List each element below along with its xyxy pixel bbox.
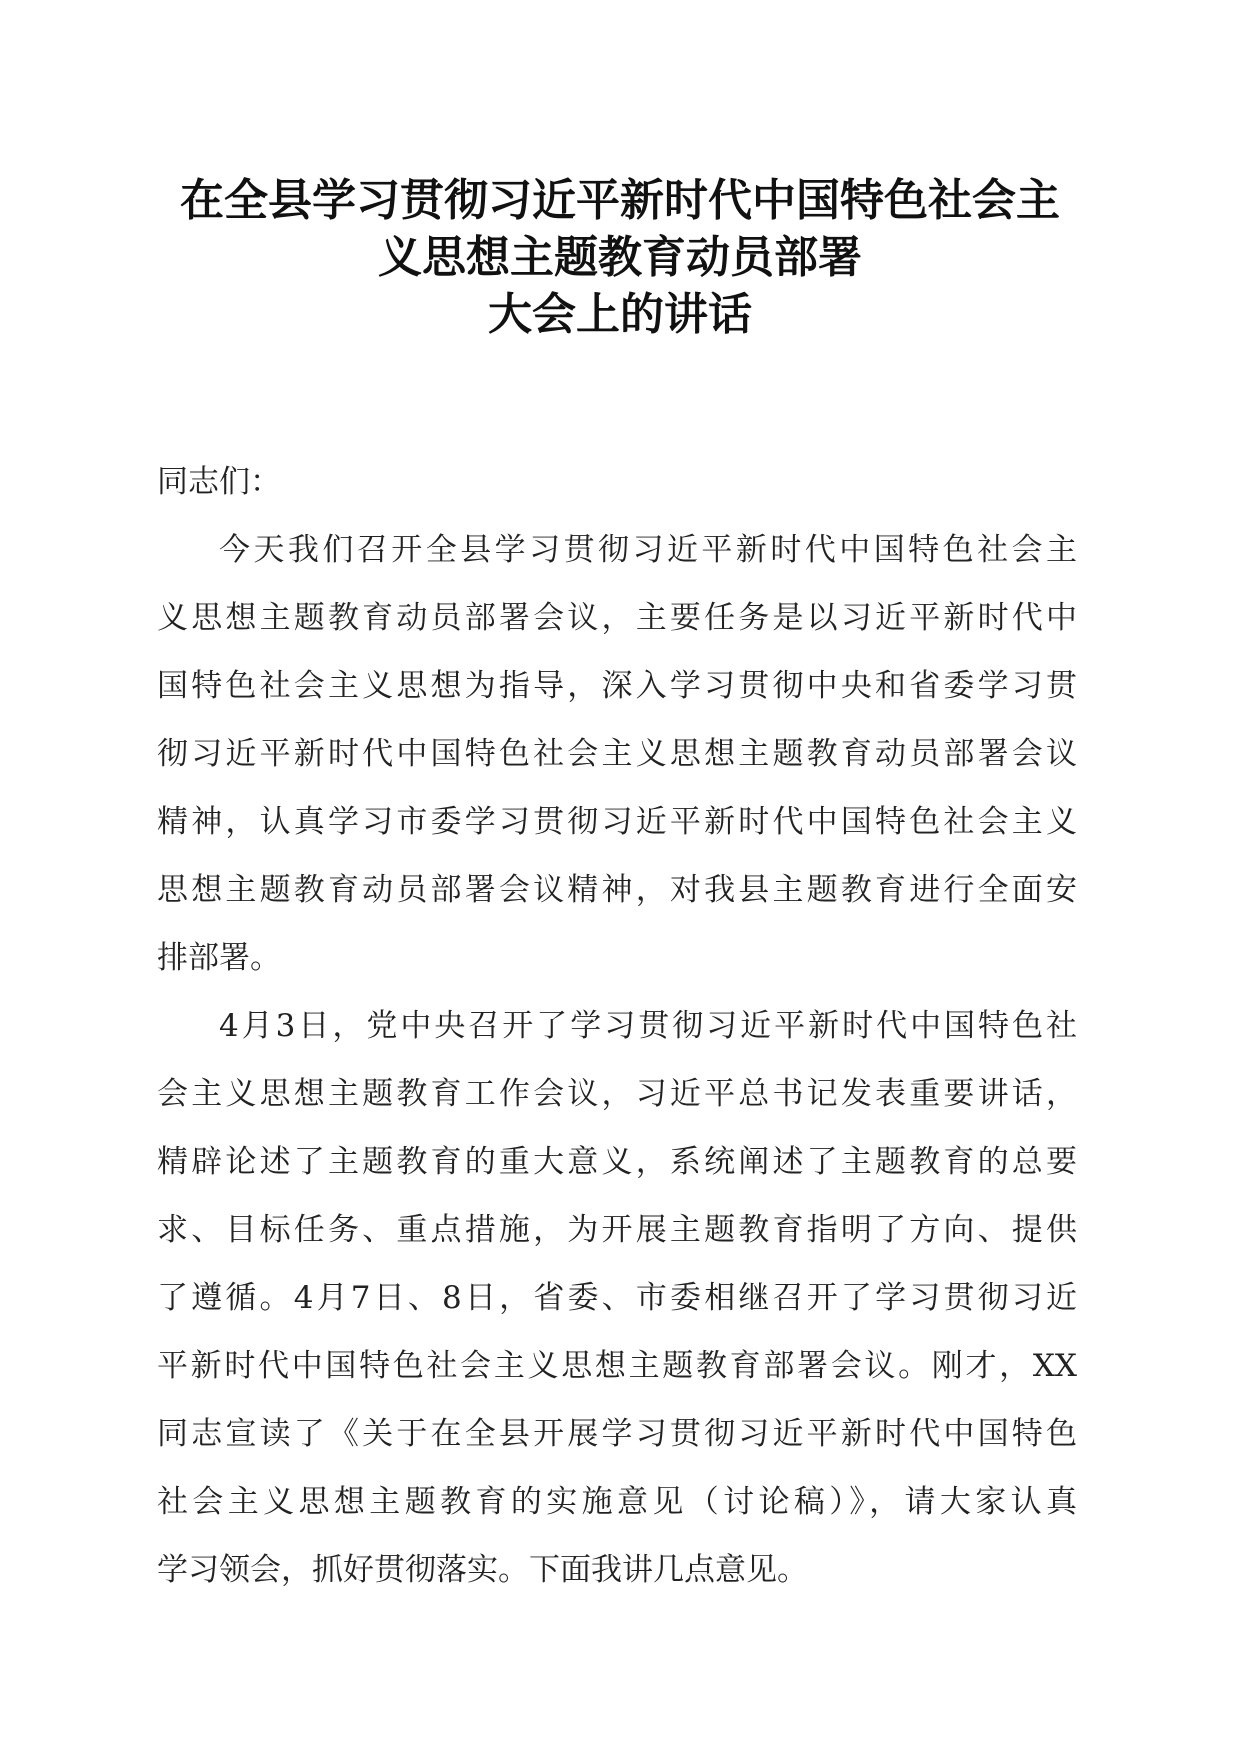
paragraph-1 bbox=[157, 516, 1077, 992]
paragraph-line: 会主义思想主题教育工作会议，习近平总书记发表重要讲话， bbox=[157, 1076, 1077, 1112]
paragraph-line: 今天我们召开全县学习贯彻习近平新时代中国特色社会主 bbox=[219, 532, 1077, 568]
paragraph-line: 精神，认真学习市委学习贯彻习近平新时代中国特色社会主义 bbox=[157, 804, 1077, 840]
paragraph-line: 精辟论述了主题教育的重大意义，系统阐述了主题教育的总要 bbox=[157, 1144, 1077, 1180]
paragraph-line: 思想主题教育动员部署会议精神，对我县主题教育进行全面安 bbox=[157, 872, 1077, 908]
paragraph-line: 平新时代中国特色社会主义思想主题教育部署会议。刚才，XX bbox=[157, 1348, 1077, 1384]
paragraph-line: 义思想主题教育动员部署会议，主要任务是以习近平新时代中 bbox=[157, 600, 1077, 636]
paragraph-line: 求、目标任务、重点措施，为开展主题教育指明了方向、提供 bbox=[157, 1212, 1077, 1248]
title-line-3: 大会上的讲话 bbox=[488, 289, 752, 340]
paragraph-line: 排部署。 bbox=[157, 940, 281, 976]
title-line-1: 在全县学习贯彻习近平新时代中国特色社会主 bbox=[180, 175, 1060, 226]
paragraph-line: 4月3日，党中央召开了学习贯彻习近平新时代中国特色社 bbox=[219, 1008, 1077, 1044]
paragraph-2 bbox=[157, 992, 1077, 1604]
paragraph-line: 同志宣读了《关于在全县开展学习贯彻习近平新时代中国特色 bbox=[157, 1416, 1077, 1452]
document-body bbox=[157, 448, 1077, 1604]
paragraph-line: 社会主义思想主题教育的实施意见（讨论稿）》，请大家认真 bbox=[157, 1484, 1077, 1520]
paragraph-line: 国特色社会主义思想为指导，深入学习贯彻中央和省委学习贯 bbox=[157, 668, 1077, 704]
paragraph-line: 彻习近平新时代中国特色社会主义思想主题教育动员部署会议 bbox=[157, 736, 1077, 772]
title-line-2: 义思想主题教育动员部署 bbox=[378, 232, 862, 283]
paragraph-line: 了遵循。4月7日、8日，省委、市委相继召开了学习贯彻习近 bbox=[157, 1280, 1077, 1316]
document-title bbox=[120, 172, 1120, 343]
salutation: 同志们： bbox=[157, 464, 281, 500]
paragraph-line: 学习领会，抓好贯彻落实。下面我讲几点意见。 bbox=[157, 1552, 808, 1588]
